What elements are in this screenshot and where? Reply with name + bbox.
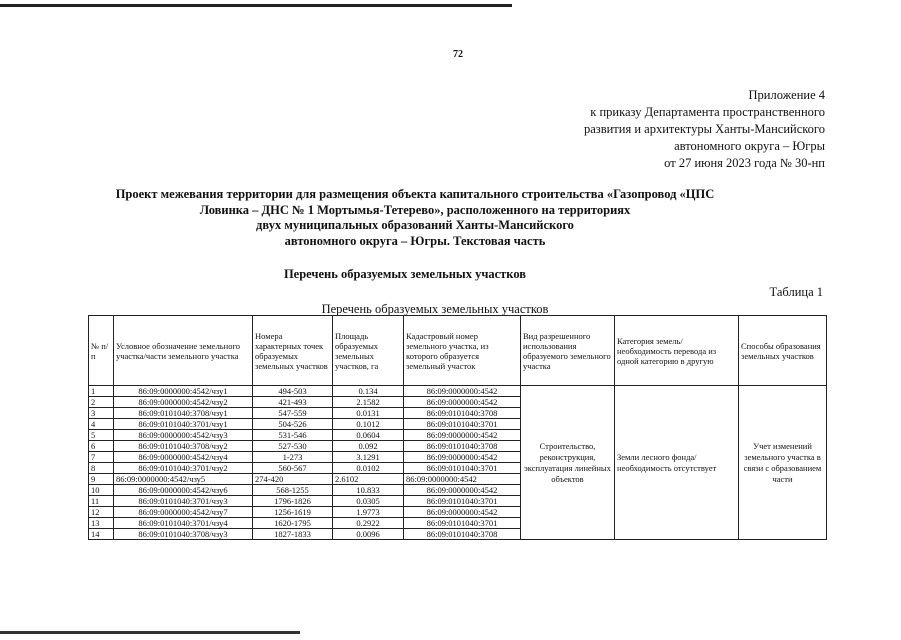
col-header-designation: Условное обозначение земельного участка/части земельного участка (114, 316, 253, 386)
table-header-row (89, 316, 827, 386)
cell-points: 547-559 (253, 408, 333, 419)
cell-cadastral: 86:09:0000000:4542 (404, 485, 521, 496)
cell-points: 1256-1619 (253, 507, 333, 518)
cell-cadastral: 86:09:0101040:3701 (404, 518, 521, 529)
land-plots-table (88, 315, 827, 540)
cell-number: 5 (89, 430, 114, 441)
cell-area: 1.9773 (333, 507, 404, 518)
cell-designation: 86:09:0000000:4542/чзу2 (114, 397, 253, 408)
cell-points: 1827-1833 (253, 529, 333, 540)
cell-cadastral: 86:09:0000000:4542 (404, 397, 521, 408)
col-header-points: Номера характерных точек образуемых земельных участков (253, 316, 333, 386)
cell-cadastral: 86:09:0000000:4542 (404, 474, 521, 485)
section-subtitle: Перечень образуемых земельных участков (283, 267, 527, 281)
cell-number: 1 (89, 386, 114, 397)
cell-area: 0.1012 (333, 419, 404, 430)
cell-points: 421-493 (253, 397, 333, 408)
cell-points: 560-567 (253, 463, 333, 474)
col-header-land-category: Категория земель/необходимость перевода из одной категорию в другую (615, 316, 739, 386)
table-row (89, 386, 827, 397)
table-label: Таблица 1 (769, 285, 823, 299)
cell-area: 0.134 (333, 386, 404, 397)
cell-designation: 86:09:0000000:4542/чзу4 (114, 452, 253, 463)
cell-number: 9 (89, 474, 114, 485)
cell-area: 0.2922 (333, 518, 404, 529)
cell-cadastral: 86:09:0000000:4542 (404, 386, 521, 397)
cell-number: 8 (89, 463, 114, 474)
cell-number: 14 (89, 529, 114, 540)
cell-number: 6 (89, 441, 114, 452)
cell-cadastral: 86:09:0101040:3708 (404, 529, 521, 540)
cell-area: 0.0604 (333, 430, 404, 441)
cell-designation: 86:09:0000000:4542/чзу7 (114, 507, 253, 518)
col-header-method: Способы образования земельных участков (739, 316, 827, 386)
cell-points: 274-420 (253, 474, 333, 485)
cell-number: 2 (89, 397, 114, 408)
cell-cadastral: 86:09:0101040:3701 (404, 496, 521, 507)
cell-designation: 86:09:0101040:3708/чзу3 (114, 529, 253, 540)
col-header-number: № п/п (89, 316, 114, 386)
table-caption: Перечень образуемых земельных участков (321, 302, 549, 316)
cell-cadastral: 86:09:0101040:3701 (404, 419, 521, 430)
appendix-line: развития и архитектуры Ханты-Мансийского (583, 122, 825, 136)
cell-points: 504-526 (253, 419, 333, 430)
cell-method: Учет изменений земельного участка в связи с образованием части (739, 386, 827, 540)
cell-area: 2.6102 (333, 474, 404, 485)
title-line: двух муниципальных образований Ханты-Мансийского (256, 218, 574, 232)
top-rule (0, 4, 512, 7)
cell-area: 10.833 (333, 485, 404, 496)
col-header-permitted-use: Вид разрешенного использования образуемого земельного участка (521, 316, 615, 386)
cell-designation: 86:09:0101040:3701/чзу3 (114, 496, 253, 507)
cell-permitted-use: Строительство, реконструкция, эксплуатация линейных объектов (521, 386, 615, 540)
document-title (100, 187, 730, 249)
cell-number: 13 (89, 518, 114, 529)
cell-area: 2.1582 (333, 397, 404, 408)
cell-number: 11 (89, 496, 114, 507)
cell-designation: 86:09:0101040:3708/чзу1 (114, 408, 253, 419)
cell-points: 1620-1795 (253, 518, 333, 529)
page-number: 72 (453, 49, 463, 60)
col-header-cadastral: Кадастровый номер земельного участка, из которого образуется земельный участок (404, 316, 521, 386)
cell-land-category: Земли лесного фонда/необходимость отсутствует (615, 386, 739, 540)
appendix-line: к приказу Департамента пространственного (590, 105, 825, 119)
cell-designation: 86:09:0101040:3708/чзу2 (114, 441, 253, 452)
col-header-area: Площадь образуемых земельных участков, га (333, 316, 404, 386)
cell-area: 0.0096 (333, 529, 404, 540)
cell-number: 10 (89, 485, 114, 496)
cell-cadastral: 86:09:0101040:3708 (404, 408, 521, 419)
appendix-line: Приложение 4 (748, 88, 825, 102)
cell-number: 3 (89, 408, 114, 419)
cell-area: 0.0102 (333, 463, 404, 474)
cell-designation: 86:09:0101040:3701/чзу4 (114, 518, 253, 529)
cell-designation: 86:09:0000000:4542/чзу6 (114, 485, 253, 496)
cell-points: 1-273 (253, 452, 333, 463)
appendix-block (584, 87, 825, 172)
cell-area: 0.0131 (333, 408, 404, 419)
cell-points: 531-546 (253, 430, 333, 441)
cell-area: 0.092 (333, 441, 404, 452)
cell-cadastral: 86:09:0101040:3708 (404, 441, 521, 452)
appendix-line: от 27 июня 2023 года № 30-нп (664, 156, 825, 170)
cell-designation: 86:09:0000000:4542/чзу3 (114, 430, 253, 441)
cell-points: 494-503 (253, 386, 333, 397)
cell-designation: 86:09:0101040:3701/чзу1 (114, 419, 253, 430)
cell-area: 3.1291 (333, 452, 404, 463)
cell-points: 568-1255 (253, 485, 333, 496)
cell-cadastral: 86:09:0000000:4542 (404, 430, 521, 441)
appendix-line: автономного округа – Югры (674, 139, 825, 153)
cell-cadastral: 86:09:0000000:4542 (404, 452, 521, 463)
cell-points: 1796-1826 (253, 496, 333, 507)
cell-points: 527-530 (253, 441, 333, 452)
cell-number: 4 (89, 419, 114, 430)
title-line: Проект межевания территории для размещения объекта капитального строительства «Газопровод «ЦПС (115, 187, 715, 201)
cell-area: 0.0305 (333, 496, 404, 507)
title-line: автономного округа – Югры. Текстовая часть (284, 233, 546, 248)
title-line: Ловинка – ДНС № 1 Мортымья-Тетерево», расположенного на территориях (199, 202, 631, 217)
cell-cadastral: 86:09:0101040:3701 (404, 463, 521, 474)
cell-number: 12 (89, 507, 114, 518)
cell-designation: 86:09:0000000:4542/чзу5 (114, 474, 253, 485)
cell-number: 7 (89, 452, 114, 463)
bottom-rule (0, 631, 300, 634)
cell-designation: 86:09:0101040:3701/чзу2 (114, 463, 253, 474)
cell-designation: 86:09:0000000:4542/чзу1 (114, 386, 253, 397)
cell-cadastral: 86:09:0000000:4542 (404, 507, 521, 518)
